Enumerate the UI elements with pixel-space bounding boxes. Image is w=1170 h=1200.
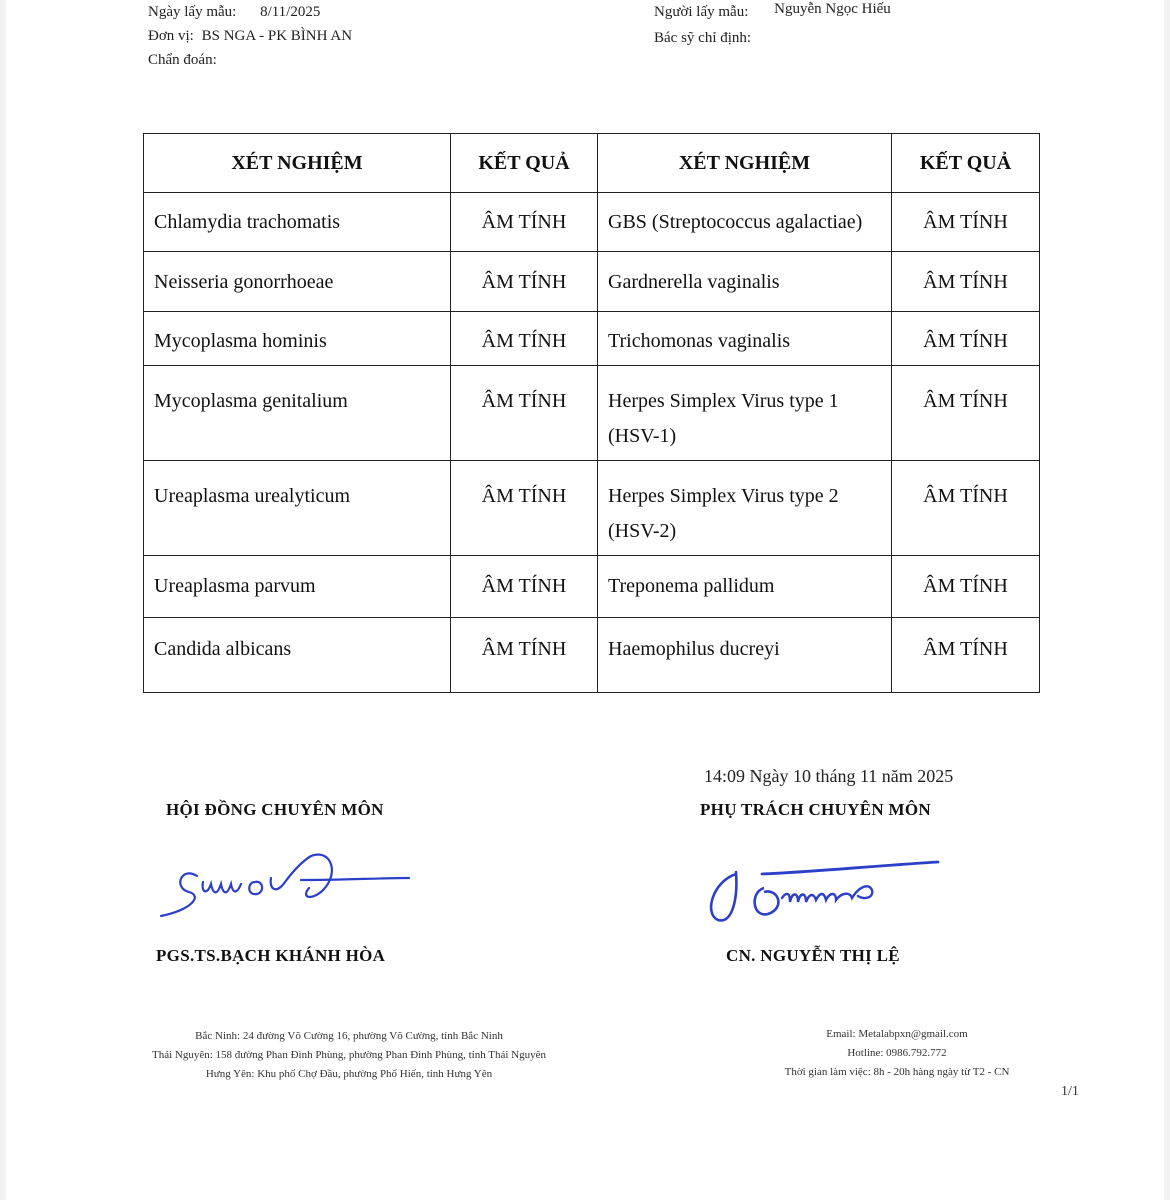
table-row [144,366,1040,461]
table-header-row [144,134,1040,193]
test-result: ÂM TÍNH [451,556,598,618]
left-signature-icon [151,848,413,928]
header-test-1: XÉT NGHIỆM [144,134,451,193]
right-signer-title: PHỤ TRÁCH CHUYÊN MÔN [700,800,931,819]
right-signature-icon [702,852,942,928]
test-name: Treponema pallidum [598,556,892,618]
contact-email: Email: Metalabpxn@gmail.com [826,1028,968,1040]
report-timestamp: 14:09 Ngày 10 tháng 11 năm 2025 [704,766,954,786]
footer-addresses [84,1027,614,1084]
test-name: Mycoplasma genitalium [144,366,451,461]
table-row [144,556,1040,618]
table-row [144,193,1040,252]
left-signer-title: HỘI ĐỒNG CHUYÊN MÔN [166,800,384,819]
test-result: ÂM TÍNH [892,193,1040,252]
doctor-row [654,30,751,47]
header-result-2: KẾT QUẢ [892,134,1040,193]
test-result: ÂM TÍNH [892,461,1040,556]
test-result: ÂM TÍNH [451,312,598,366]
test-result: ÂM TÍNH [892,252,1040,312]
address-thai-nguyen: Thái Nguyên: 158 đường Phan Đình Phùng, phường Phan Đình Phùng, tỉnh Thái Nguyên [152,1049,546,1061]
sample-date-value: 8/11/2025 [260,4,321,20]
contact-hotline: Hotline: 0986.792.772 [847,1047,947,1059]
right-signer-name: CN. NGUYỄN THỊ LỆ [726,946,900,965]
test-result: ÂM TÍNH [451,366,598,461]
unit-label: Đơn vị: [148,28,194,44]
unit-row [148,28,352,45]
collector-value: Nguyễn Ngọc Hiếu [774,1,891,17]
test-name: Chlamydia trachomatis [144,193,451,252]
header-result-1: KẾT QUẢ [451,134,598,193]
test-name: Candida albicans [144,618,451,693]
contact-hours: Thời gian làm việc: 8h - 20h hàng ngày từ T2 - CN [784,1066,1010,1078]
test-result: ÂM TÍNH [892,556,1040,618]
test-result: ÂM TÍNH [892,618,1040,693]
test-name: Ureaplasma parvum [144,556,451,618]
test-name: Trichomonas vaginalis [598,312,892,366]
test-name: Gardnerella vaginalis [598,252,892,312]
test-name: Haemophilus ducreyi [598,618,892,693]
test-name: Herpes Simplex Virus type 1 (HSV-1) [598,366,892,461]
footer-contact [742,1025,1052,1082]
header-test-2: XÉT NGHIỆM [598,134,892,193]
left-signer-name: PGS.TS.BẠCH KHÁNH HÒA [156,946,386,965]
page-number: 1/1 [1061,1084,1079,1099]
sample-date-row [148,4,320,21]
table-row [144,312,1040,366]
test-result: ÂM TÍNH [892,366,1040,461]
test-result: ÂM TÍNH [451,193,598,252]
diagnosis-label: Chẩn đoán: [148,52,217,68]
test-name: Mycoplasma hominis [144,312,451,366]
collector-row [654,1,891,21]
unit-value: BS NGA - PK BÌNH AN [201,28,353,44]
test-name: Ureaplasma urealyticum [144,461,451,556]
test-result: ÂM TÍNH [451,252,598,312]
table-row [144,618,1040,693]
test-result: ÂM TÍNH [451,618,598,693]
table-row [144,461,1040,556]
test-result: ÂM TÍNH [892,312,1040,366]
results-table [143,133,1040,693]
test-name: GBS (Streptococcus agalactiae) [598,193,892,252]
collector-label: Người lấy mẫu: [654,4,749,20]
sample-date-label: Ngày lấy mẫu: [148,4,237,20]
test-result: ÂM TÍNH [451,461,598,556]
table-row [144,252,1040,312]
test-name: Herpes Simplex Virus type 2 (HSV-2) [598,461,892,556]
report-page [6,0,1164,1200]
address-hung-yen: Hưng Yên: Khu phố Chợ Đầu, phường Phố Hiến, tỉnh Hưng Yên [205,1068,493,1080]
diagnosis-row [148,52,217,69]
address-bac-ninh: Bắc Ninh: 24 đường Võ Cường 16, phường Võ Cường, tỉnh Bắc Ninh [195,1030,503,1042]
doctor-label: Bác sỹ chỉ định: [654,30,752,46]
test-name: Neisseria gonorrhoeae [144,252,451,312]
